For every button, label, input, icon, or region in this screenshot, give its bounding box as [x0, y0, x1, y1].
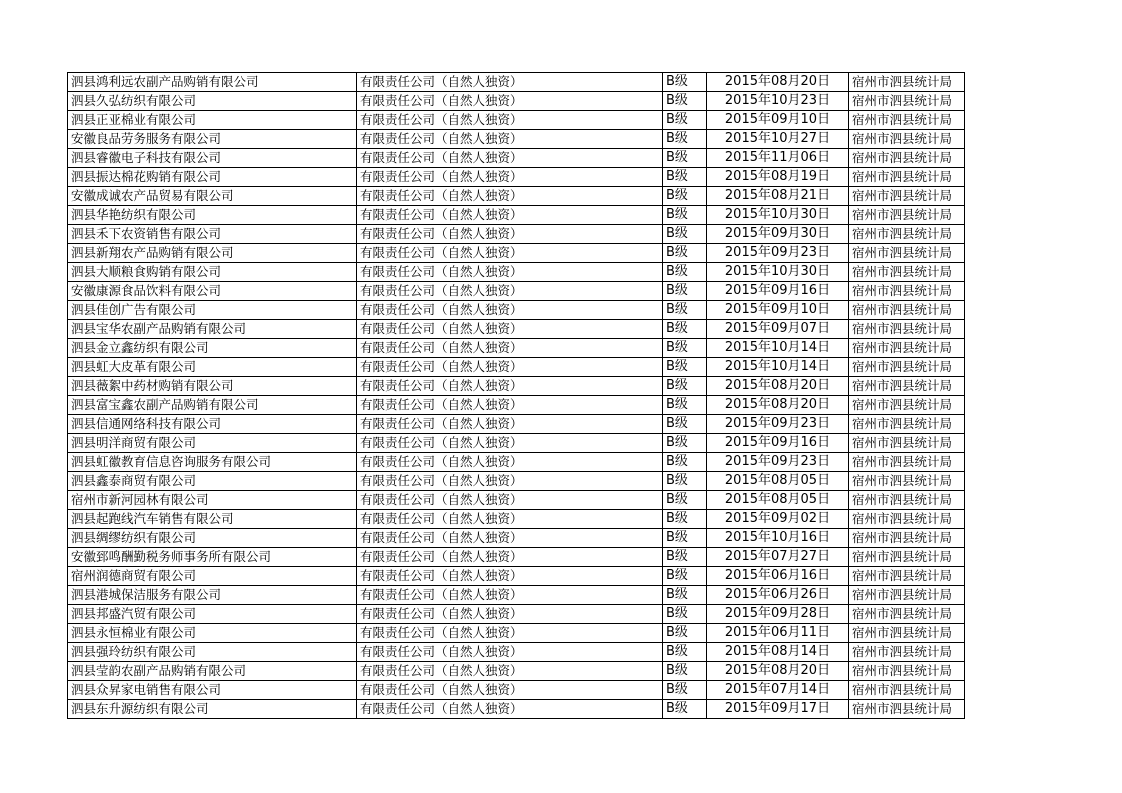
company-type-cell: 有限责任公司（自然人独资） [357, 149, 663, 168]
rating-date-cell: 2015年08月14日 [707, 643, 849, 662]
rating-date-cell: 2015年09月02日 [707, 510, 849, 529]
company-name-cell: 泗县众昇家电销售有限公司 [68, 681, 357, 700]
table-row [68, 301, 965, 320]
credit-grade-cell: B级 [663, 339, 707, 358]
table-row [68, 187, 965, 206]
company-type-cell: 有限责任公司（自然人独资） [357, 567, 663, 586]
rating-date-cell: 2015年09月16日 [707, 282, 849, 301]
table-row [68, 548, 965, 567]
company-type-cell: 有限责任公司（自然人独资） [357, 225, 663, 244]
credit-grade-cell: B级 [663, 472, 707, 491]
company-name-cell: 宿州润德商贸有限公司 [68, 567, 357, 586]
company-type-cell: 有限责任公司（自然人独资） [357, 206, 663, 225]
credit-grade-cell: B级 [663, 510, 707, 529]
company-type-cell: 有限责任公司（自然人独资） [357, 377, 663, 396]
issuing-authority-cell: 宿州市泗县统计局 [849, 206, 965, 225]
company-type-cell: 有限责任公司（自然人独资） [357, 662, 663, 681]
company-name-cell: 泗县永恒棉业有限公司 [68, 624, 357, 643]
credit-grade-cell: B级 [663, 586, 707, 605]
company-type-cell: 有限责任公司（自然人独资） [357, 510, 663, 529]
credit-grade-cell: B级 [663, 662, 707, 681]
company-name-cell: 泗县信通网络科技有限公司 [68, 415, 357, 434]
issuing-authority-cell: 宿州市泗县统计局 [849, 149, 965, 168]
table-row [68, 491, 965, 510]
table-row [68, 168, 965, 187]
table-row [68, 662, 965, 681]
rating-date-cell: 2015年08月20日 [707, 73, 849, 92]
company-type-cell: 有限责任公司（自然人独资） [357, 187, 663, 206]
rating-date-cell: 2015年09月07日 [707, 320, 849, 339]
issuing-authority-cell: 宿州市泗县统计局 [849, 396, 965, 415]
table-row [68, 358, 965, 377]
company-name-cell: 泗县东升源纺织有限公司 [68, 700, 357, 719]
company-type-cell: 有限责任公司（自然人独资） [357, 491, 663, 510]
company-name-cell: 泗县邦盛汽贸有限公司 [68, 605, 357, 624]
rating-date-cell: 2015年08月05日 [707, 472, 849, 491]
table-row [68, 510, 965, 529]
rating-date-cell: 2015年10月14日 [707, 339, 849, 358]
issuing-authority-cell: 宿州市泗县统计局 [849, 586, 965, 605]
issuing-authority-cell: 宿州市泗县统计局 [849, 130, 965, 149]
credit-grade-cell: B级 [663, 643, 707, 662]
issuing-authority-cell: 宿州市泗县统计局 [849, 624, 965, 643]
table-row [68, 415, 965, 434]
company-name-cell: 泗县起跑线汽车销售有限公司 [68, 510, 357, 529]
rating-date-cell: 2015年09月23日 [707, 453, 849, 472]
company-type-cell: 有限责任公司（自然人独资） [357, 130, 663, 149]
rating-date-cell: 2015年08月19日 [707, 168, 849, 187]
company-type-cell: 有限责任公司（自然人独资） [357, 396, 663, 415]
company-name-cell: 泗县华艳纺织有限公司 [68, 206, 357, 225]
table-row [68, 643, 965, 662]
table-row [68, 320, 965, 339]
rating-date-cell: 2015年08月20日 [707, 662, 849, 681]
table-row [68, 244, 965, 263]
company-type-cell: 有限责任公司（自然人独资） [357, 548, 663, 567]
table-row [68, 130, 965, 149]
issuing-authority-cell: 宿州市泗县统计局 [849, 681, 965, 700]
credit-grade-cell: B级 [663, 149, 707, 168]
credit-grade-cell: B级 [663, 130, 707, 149]
company-name-cell: 泗县睿徽电子科技有限公司 [68, 149, 357, 168]
issuing-authority-cell: 宿州市泗县统计局 [849, 605, 965, 624]
company-name-cell: 泗县薇絮中药材购销有限公司 [68, 377, 357, 396]
table-row [68, 149, 965, 168]
rating-date-cell: 2015年09月28日 [707, 605, 849, 624]
rating-date-cell: 2015年09月16日 [707, 434, 849, 453]
credit-grade-cell: B级 [663, 567, 707, 586]
table-row [68, 377, 965, 396]
table-row [68, 73, 965, 92]
credit-grade-cell: B级 [663, 244, 707, 263]
credit-grade-cell: B级 [663, 92, 707, 111]
rating-date-cell: 2015年10月23日 [707, 92, 849, 111]
table-row [68, 529, 965, 548]
company-type-cell: 有限责任公司（自然人独资） [357, 168, 663, 187]
credit-grade-cell: B级 [663, 396, 707, 415]
rating-date-cell: 2015年10月16日 [707, 529, 849, 548]
issuing-authority-cell: 宿州市泗县统计局 [849, 377, 965, 396]
company-type-cell: 有限责任公司（自然人独资） [357, 358, 663, 377]
company-name-cell: 泗县虹徽教育信息咨询服务有限公司 [68, 453, 357, 472]
issuing-authority-cell: 宿州市泗县统计局 [849, 282, 965, 301]
company-type-cell: 有限责任公司（自然人独资） [357, 92, 663, 111]
credit-grade-cell: B级 [663, 111, 707, 130]
company-type-cell: 有限责任公司（自然人独资） [357, 624, 663, 643]
table-row [68, 567, 965, 586]
issuing-authority-cell: 宿州市泗县统计局 [849, 73, 965, 92]
issuing-authority-cell: 宿州市泗县统计局 [849, 225, 965, 244]
credit-grade-cell: B级 [663, 168, 707, 187]
rating-date-cell: 2015年07月27日 [707, 548, 849, 567]
rating-date-cell: 2015年11月06日 [707, 149, 849, 168]
table-row [68, 472, 965, 491]
credit-grade-cell: B级 [663, 73, 707, 92]
credit-grade-cell: B级 [663, 624, 707, 643]
table-row [68, 339, 965, 358]
table-row [68, 396, 965, 415]
issuing-authority-cell: 宿州市泗县统计局 [849, 567, 965, 586]
company-name-cell: 泗县强玲纺织有限公司 [68, 643, 357, 662]
issuing-authority-cell: 宿州市泗县统计局 [849, 472, 965, 491]
issuing-authority-cell: 宿州市泗县统计局 [849, 491, 965, 510]
rating-date-cell: 2015年10月30日 [707, 263, 849, 282]
credit-grade-cell: B级 [663, 605, 707, 624]
rating-date-cell: 2015年09月23日 [707, 244, 849, 263]
company-type-cell: 有限责任公司（自然人独资） [357, 605, 663, 624]
company-name-cell: 泗县宝华农副产品购销有限公司 [68, 320, 357, 339]
rating-date-cell: 2015年08月21日 [707, 187, 849, 206]
credit-rating-table [67, 72, 965, 719]
company-type-cell: 有限责任公司（自然人独资） [357, 453, 663, 472]
rating-date-cell: 2015年10月30日 [707, 206, 849, 225]
table-row [68, 282, 965, 301]
rating-date-cell: 2015年08月20日 [707, 377, 849, 396]
company-name-cell: 泗县大顺粮食购销有限公司 [68, 263, 357, 282]
company-type-cell: 有限责任公司（自然人独资） [357, 282, 663, 301]
issuing-authority-cell: 宿州市泗县统计局 [849, 263, 965, 282]
rating-date-cell: 2015年10月14日 [707, 358, 849, 377]
company-name-cell: 泗县金立鑫纺织有限公司 [68, 339, 357, 358]
credit-grade-cell: B级 [663, 320, 707, 339]
company-name-cell: 安徽康源食品饮料有限公司 [68, 282, 357, 301]
company-name-cell: 宿州市新河园林有限公司 [68, 491, 357, 510]
credit-grade-cell: B级 [663, 529, 707, 548]
company-name-cell: 泗县佳创广告有限公司 [68, 301, 357, 320]
table-row [68, 206, 965, 225]
issuing-authority-cell: 宿州市泗县统计局 [849, 415, 965, 434]
company-type-cell: 有限责任公司（自然人独资） [357, 339, 663, 358]
issuing-authority-cell: 宿州市泗县统计局 [849, 92, 965, 111]
company-type-cell: 有限责任公司（自然人独资） [357, 320, 663, 339]
issuing-authority-cell: 宿州市泗县统计局 [849, 434, 965, 453]
company-name-cell: 安徽良品劳务服务有限公司 [68, 130, 357, 149]
rating-date-cell: 2015年06月26日 [707, 586, 849, 605]
company-type-cell: 有限责任公司（自然人独资） [357, 529, 663, 548]
company-type-cell: 有限责任公司（自然人独资） [357, 681, 663, 700]
issuing-authority-cell: 宿州市泗县统计局 [849, 453, 965, 472]
issuing-authority-cell: 宿州市泗县统计局 [849, 301, 965, 320]
credit-grade-cell: B级 [663, 187, 707, 206]
rating-date-cell: 2015年09月30日 [707, 225, 849, 244]
rating-date-cell: 2015年09月23日 [707, 415, 849, 434]
table-row [68, 624, 965, 643]
table-row [68, 92, 965, 111]
table-row [68, 605, 965, 624]
company-type-cell: 有限责任公司（自然人独资） [357, 301, 663, 320]
credit-grade-cell: B级 [663, 548, 707, 567]
rating-date-cell: 2015年06月11日 [707, 624, 849, 643]
company-type-cell: 有限责任公司（自然人独资） [357, 700, 663, 719]
company-name-cell: 泗县禾下农资销售有限公司 [68, 225, 357, 244]
rating-date-cell: 2015年08月20日 [707, 396, 849, 415]
table-row [68, 263, 965, 282]
issuing-authority-cell: 宿州市泗县统计局 [849, 187, 965, 206]
issuing-authority-cell: 宿州市泗县统计局 [849, 643, 965, 662]
table-row [68, 453, 965, 472]
credit-grade-cell: B级 [663, 491, 707, 510]
company-name-cell: 泗县正亚棉业有限公司 [68, 111, 357, 130]
issuing-authority-cell: 宿州市泗县统计局 [849, 339, 965, 358]
company-type-cell: 有限责任公司（自然人独资） [357, 434, 663, 453]
company-name-cell: 泗县新翔农产品购销有限公司 [68, 244, 357, 263]
issuing-authority-cell: 宿州市泗县统计局 [849, 529, 965, 548]
rating-date-cell: 2015年06月16日 [707, 567, 849, 586]
rating-date-cell: 2015年10月27日 [707, 130, 849, 149]
company-name-cell: 泗县鑫泰商贸有限公司 [68, 472, 357, 491]
table-row [68, 434, 965, 453]
issuing-authority-cell: 宿州市泗县统计局 [849, 168, 965, 187]
issuing-authority-cell: 宿州市泗县统计局 [849, 700, 965, 719]
table-row [68, 111, 965, 130]
company-type-cell: 有限责任公司（自然人独资） [357, 586, 663, 605]
credit-grade-cell: B级 [663, 453, 707, 472]
company-name-cell: 泗县绸缪纺织有限公司 [68, 529, 357, 548]
company-name-cell: 安徽郅鸣酬勤税务师事务所有限公司 [68, 548, 357, 567]
table-row [68, 586, 965, 605]
issuing-authority-cell: 宿州市泗县统计局 [849, 510, 965, 529]
table-row [68, 225, 965, 244]
rating-date-cell: 2015年07月14日 [707, 681, 849, 700]
company-name-cell: 泗县虹大皮革有限公司 [68, 358, 357, 377]
issuing-authority-cell: 宿州市泗县统计局 [849, 548, 965, 567]
company-type-cell: 有限责任公司（自然人独资） [357, 415, 663, 434]
rating-date-cell: 2015年08月05日 [707, 491, 849, 510]
credit-grade-cell: B级 [663, 206, 707, 225]
company-type-cell: 有限责任公司（自然人独资） [357, 472, 663, 491]
company-name-cell: 泗县明洋商贸有限公司 [68, 434, 357, 453]
company-type-cell: 有限责任公司（自然人独资） [357, 244, 663, 263]
credit-grade-cell: B级 [663, 225, 707, 244]
table-row [68, 681, 965, 700]
issuing-authority-cell: 宿州市泗县统计局 [849, 320, 965, 339]
credit-grade-cell: B级 [663, 263, 707, 282]
rating-date-cell: 2015年09月10日 [707, 301, 849, 320]
company-type-cell: 有限责任公司（自然人独资） [357, 263, 663, 282]
rating-date-cell: 2015年09月10日 [707, 111, 849, 130]
credit-grade-cell: B级 [663, 700, 707, 719]
issuing-authority-cell: 宿州市泗县统计局 [849, 662, 965, 681]
credit-grade-cell: B级 [663, 301, 707, 320]
credit-grade-cell: B级 [663, 681, 707, 700]
company-type-cell: 有限责任公司（自然人独资） [357, 643, 663, 662]
company-name-cell: 安徽成诚农产品贸易有限公司 [68, 187, 357, 206]
company-type-cell: 有限责任公司（自然人独资） [357, 111, 663, 130]
table-row [68, 700, 965, 719]
company-name-cell: 泗县振达棉花购销有限公司 [68, 168, 357, 187]
company-name-cell: 泗县富宝鑫农副产品购销有限公司 [68, 396, 357, 415]
issuing-authority-cell: 宿州市泗县统计局 [849, 111, 965, 130]
table-body [68, 73, 965, 719]
company-name-cell: 泗县莹韵农副产品购销有限公司 [68, 662, 357, 681]
rating-date-cell: 2015年09月17日 [707, 700, 849, 719]
credit-grade-cell: B级 [663, 282, 707, 301]
credit-grade-cell: B级 [663, 415, 707, 434]
credit-grade-cell: B级 [663, 434, 707, 453]
issuing-authority-cell: 宿州市泗县统计局 [849, 244, 965, 263]
company-name-cell: 泗县久弘纺织有限公司 [68, 92, 357, 111]
company-type-cell: 有限责任公司（自然人独资） [357, 73, 663, 92]
credit-grade-cell: B级 [663, 358, 707, 377]
company-name-cell: 泗县鸿利远农副产品购销有限公司 [68, 73, 357, 92]
issuing-authority-cell: 宿州市泗县统计局 [849, 358, 965, 377]
credit-grade-cell: B级 [663, 377, 707, 396]
company-name-cell: 泗县港城保洁服务有限公司 [68, 586, 357, 605]
